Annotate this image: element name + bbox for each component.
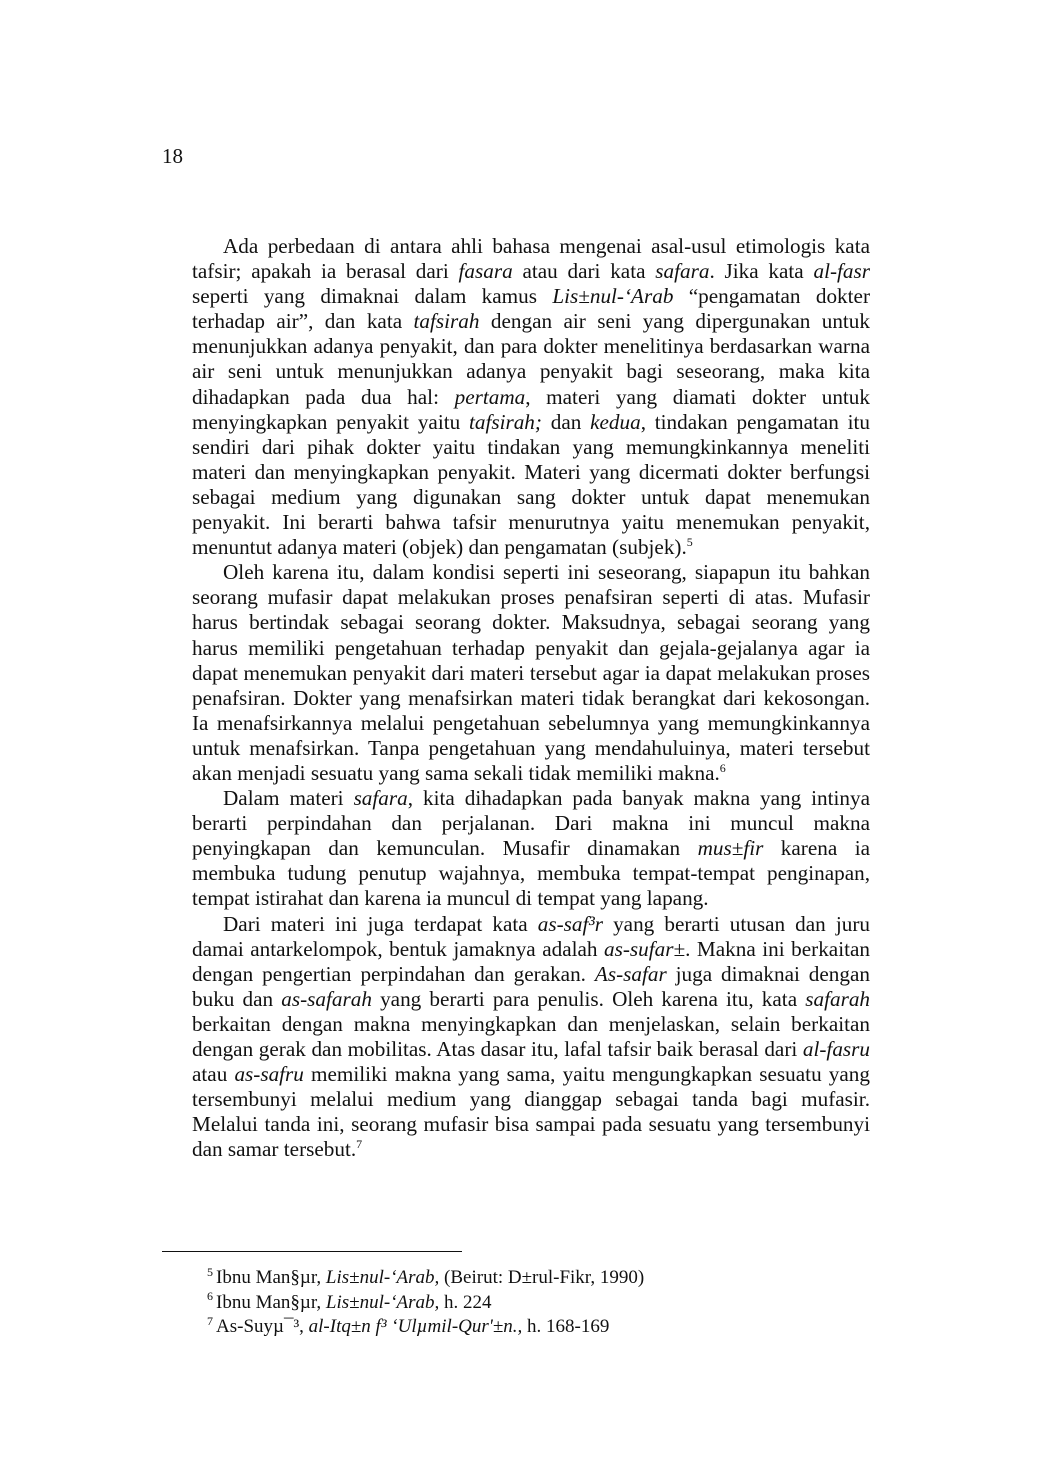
text-run: memiliki makna yang sama, yaitu mengungkapkan sesuatu yang tersembunyi melalui medium yang dianggap sebagai tanda bagi mufasir. Melalui tanda ini, seorang mufasir bisa sampai pada sesuatu yang tersembunyi dan samar tersebut.	[192, 1062, 870, 1162]
text-run: . Makna ini berkaitan dengan pengertian perpindahan dan gerakan.	[192, 936, 870, 986]
footnote-separator	[162, 1251, 462, 1252]
text-run: , tindakan pengamatan itu sendiri dari pihak dokter yaitu tindakan yang memungkinkannya meneliti materi dan menyingkapkan penyakit. Materi yang dicermati dokter berfungsi sebagai medium yang digunakan sang dokter untuk dapat menemukan penyakit. Ini berarti bahwa tafsir menurutnya yaitu menemukan penyakit, menuntut adanya materi (objek) dan pengamatan (subjek).	[192, 409, 870, 560]
footnote-marker: 5	[207, 1264, 213, 1279]
paragraph	[192, 786, 870, 911]
text-run: seperti yang dimaknai dalam kamus	[192, 284, 553, 309]
paragraph	[192, 912, 870, 1163]
text-run: Ada perbedaan di antara ahli bahasa mengenai asal-usul etimologis kata tafsir; apakah ia berasal dari	[192, 234, 870, 284]
footnote	[207, 1291, 847, 1316]
text-run: h. 168-169	[522, 1316, 610, 1337]
italic-term: as-sufar±	[604, 936, 686, 961]
italic-term: tafsirah;	[468, 409, 542, 434]
paragraph	[192, 560, 870, 786]
paragraph	[192, 234, 870, 560]
italic-term: As-safar	[594, 961, 667, 986]
text-run: dan	[541, 409, 591, 434]
footnote-marker: 7	[207, 1313, 213, 1328]
page-number: 18	[162, 144, 183, 168]
footnote-marker: 5	[686, 535, 693, 550]
footnote	[207, 1266, 847, 1291]
text-run: , materi yang diamati dokter untuk menyingkapkan penyakit yaitu	[192, 384, 870, 434]
italic-term: mus±fir	[697, 836, 764, 861]
italic-term: safara	[655, 259, 710, 284]
italic-term: Lis±nul-‘Arab	[552, 284, 674, 309]
footnote-marker: 7	[356, 1137, 363, 1152]
italic-term: as-safru	[234, 1062, 304, 1087]
text-run: h. 224	[439, 1291, 492, 1313]
italic-term: Lis±nul-‘Arab,	[325, 1291, 440, 1313]
italic-term: pertama	[454, 384, 526, 409]
text-run: atau	[192, 1062, 235, 1087]
text-run: , kita dihadapkan pada banyak makna yang intinya berarti perpindahan dan perjalanan. Dari makna ini muncul makna penyingkapan dan kemunculan. Musafir dinamakan	[192, 786, 871, 861]
italic-term: al-fasr	[813, 259, 870, 284]
italic-term: tafsirah	[413, 309, 480, 334]
text-run: Ibnu Man§µr,	[216, 1291, 326, 1313]
italic-term: safara	[353, 786, 408, 811]
text-run: berkaitan dengan makna menyingkapkan dan menjelaskan, selain berkaitan dengan gerak dan mobilitas. Atas dasar itu, lafal tafsir baik berasal dari	[192, 1011, 870, 1061]
italic-term: as-saf³r	[537, 911, 603, 936]
text-run: “pengamatan dokter terhadap air”, dan kata	[192, 284, 870, 334]
italic-term: al-fasru	[802, 1037, 870, 1061]
footnote-marker: 6	[207, 1289, 213, 1304]
text-run: Dari materi ini juga terdapat kata	[223, 911, 538, 936]
text-run: (Beirut: D±rul-Fikr, 1990)	[439, 1267, 645, 1288]
text-run: atau dari kata	[512, 259, 656, 284]
footnote-marker: 6	[719, 760, 726, 775]
text-run: yang berarti utusan dan juru damai antarkelompok, bentuk jamaknya adalah	[192, 911, 870, 961]
italic-term: al-Itq±n f³ ‘Ulµmil-Qur'±n.,	[308, 1316, 523, 1337]
text-run: Oleh karena itu, dalam kondisi seperti ini seseorang, siapapun itu bahkan seorang mufasir dapat melakukan proses penafsiran seperti di atas. Mufasir harus bertindak sebagai seorang dokter. Maksudnya, sebagai seorang yang harus memiliki pengetahuan terhadap penyakit dan gejala-gejalanya agar ia dapat menemukan penyakit dari materi tersebut agar ia dapat melakukan proses penafsiran. Dokter yang menafsirkan materi tidak berangkat dari kekosongan. Ia menafsirkannya melalui pengetahuan sebelumnya yang memungkinkannya untuk menafsirkan. Tanpa pengetahuan yang mendahuluinya, materi tersebut akan menjadi sesuatu yang sama sekali tidak memiliki makna.	[192, 560, 870, 785]
footnotes	[207, 1266, 847, 1340]
text-run: Dalam materi	[223, 786, 354, 811]
footnote	[207, 1315, 847, 1340]
text-run: . Jika kata	[709, 259, 814, 284]
text-run: yang berarti para penulis. Oleh karena itu, kata	[371, 986, 806, 1011]
text-run: As-Suyµ¯³,	[216, 1316, 309, 1337]
text-run: juga dimaknai dengan buku dan	[192, 961, 870, 1011]
italic-term: kedua	[590, 409, 641, 434]
italic-term: as-safarah	[281, 986, 372, 1011]
italic-term: safarah	[805, 986, 871, 1011]
text-run: Ibnu Man§µr,	[216, 1267, 326, 1288]
italic-term: Lis±nul-‘Arab,	[325, 1267, 440, 1288]
text-run: karena ia membuka tudung penutup wajahnya, membuka tempat-tempat penginapan, tempat istirahat dan karena ia muncul di tempat yang lapang.	[192, 836, 870, 911]
italic-term: fasara	[458, 259, 513, 284]
body-text	[192, 234, 870, 1162]
text-run: dengan air seni yang dipergunakan untuk menunjukkan adanya penyakit, dan para dokter menelitinya berdasarkan warna air seni untuk menunjukkan adanya penyakit bagi seseorang, maka kita dihadapkan pada dua hal:	[192, 309, 870, 409]
